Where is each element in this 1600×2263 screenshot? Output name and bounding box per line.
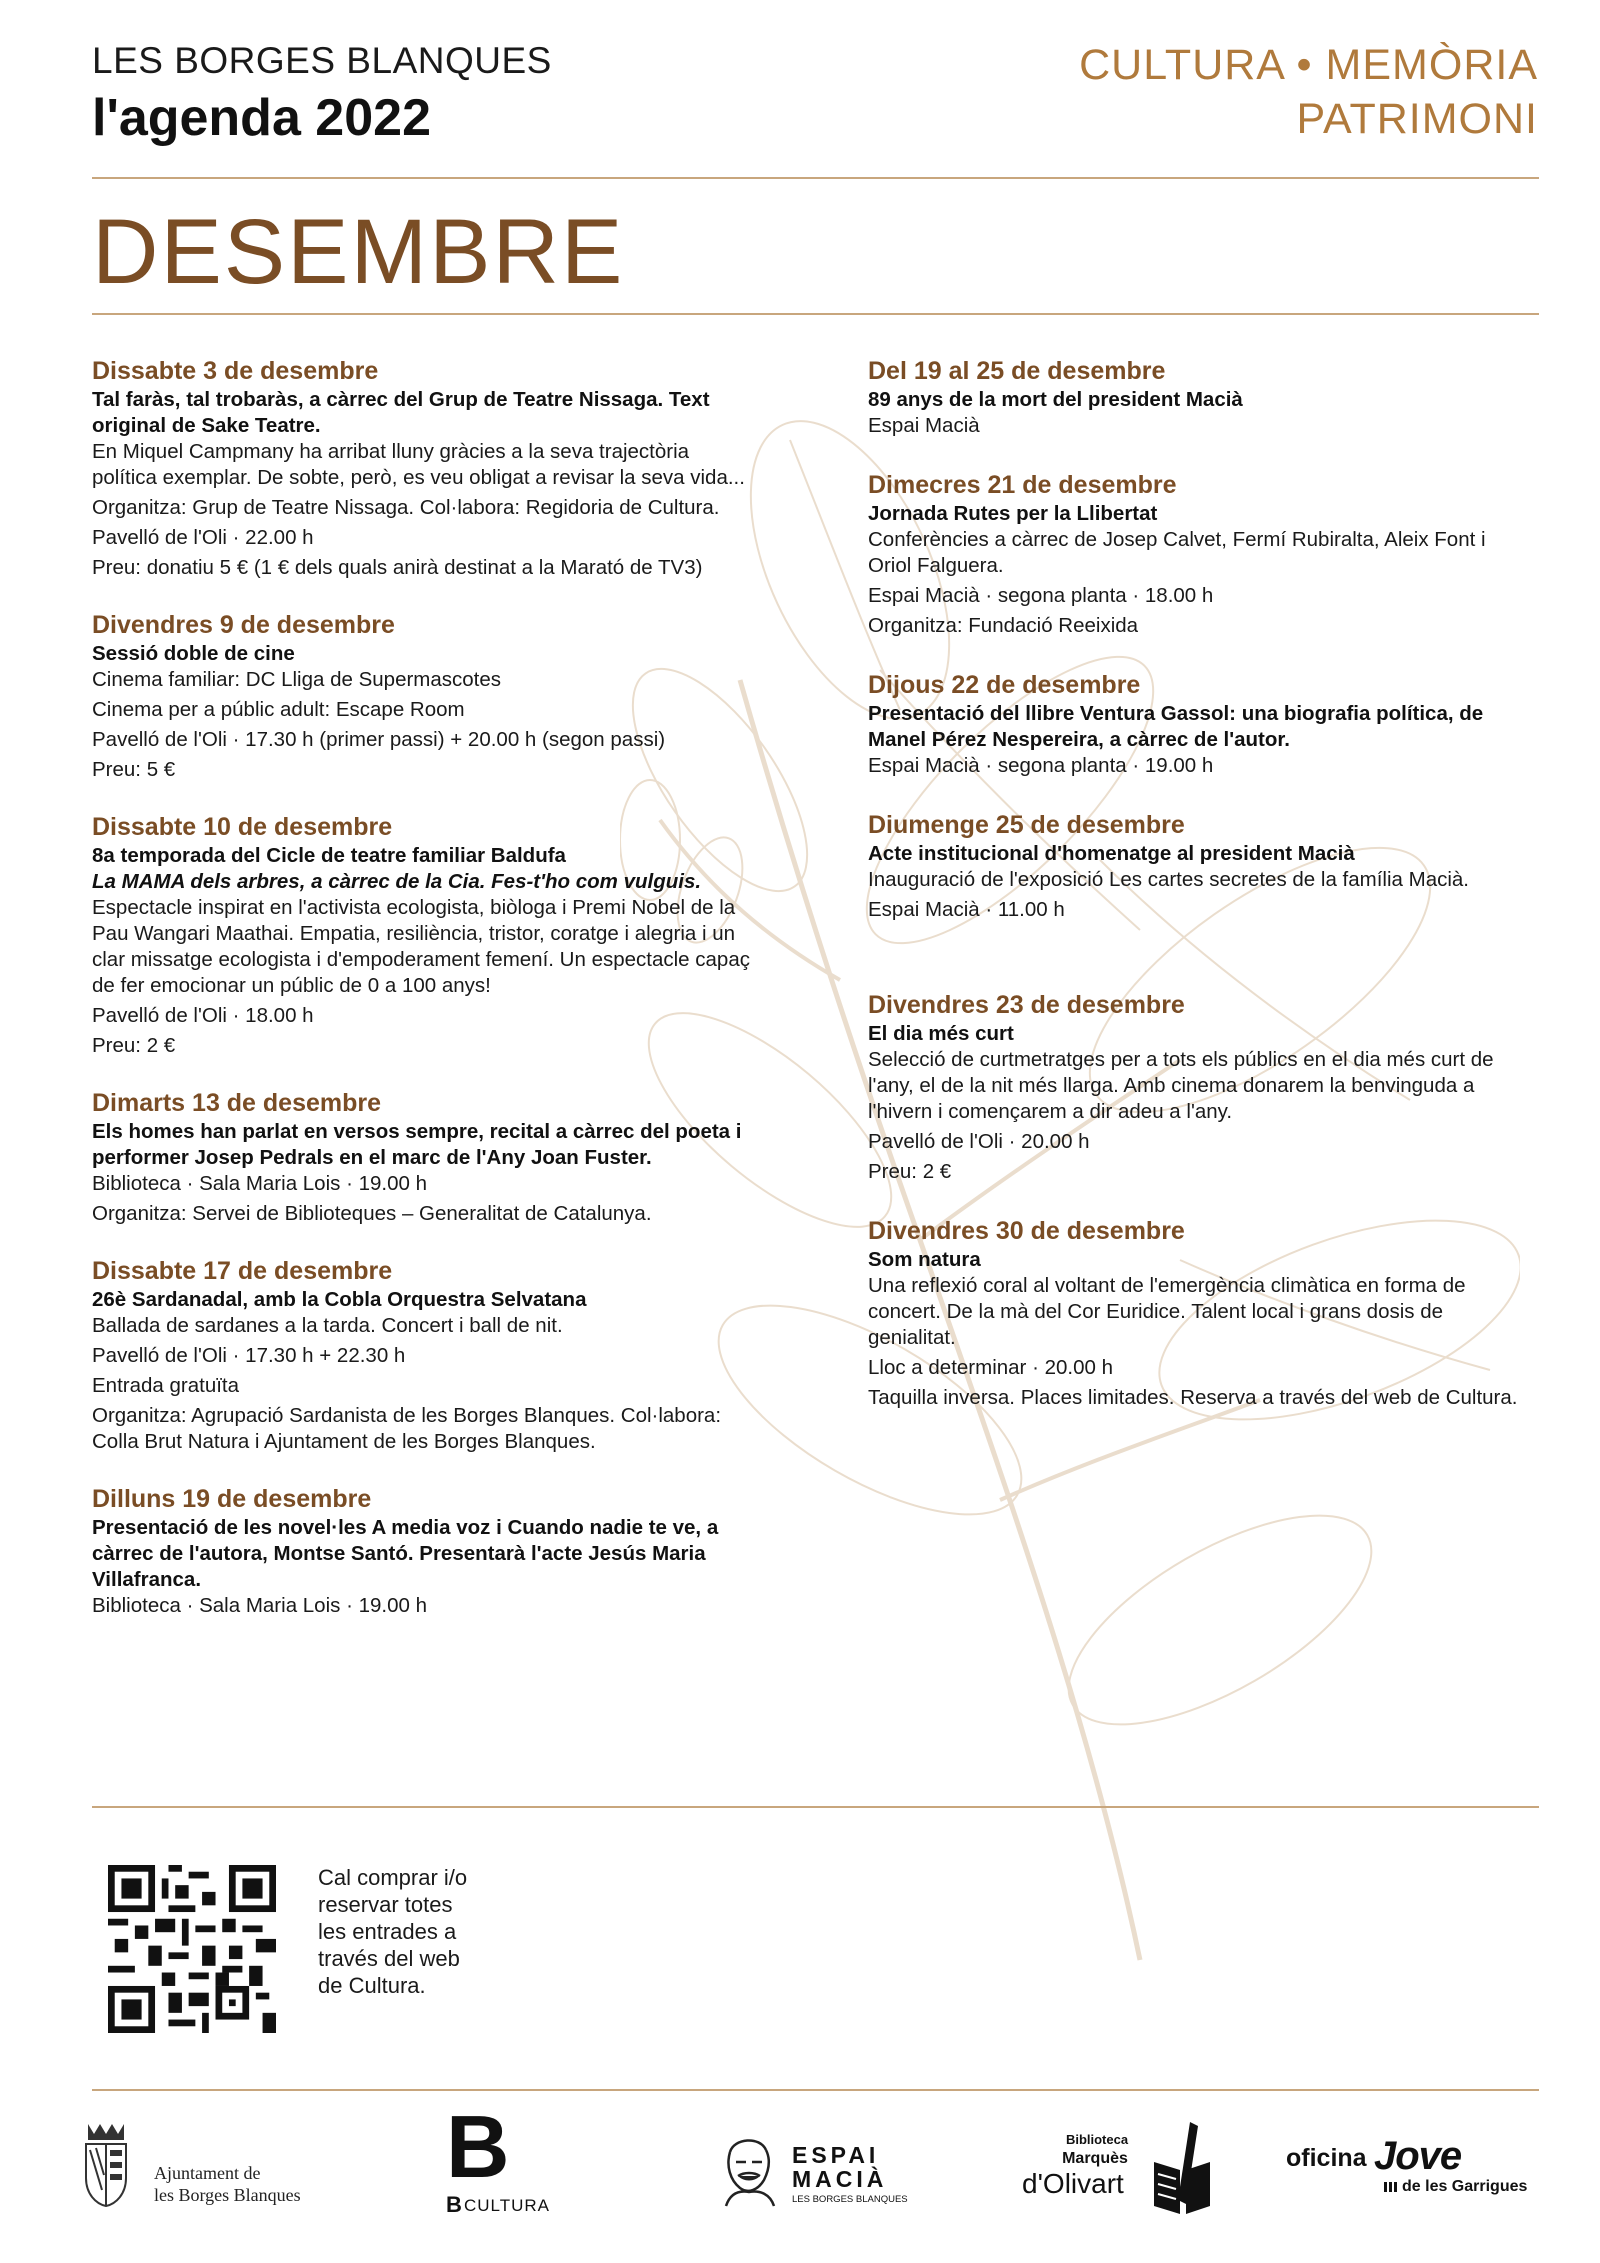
macia-word: MACIÀ xyxy=(792,2166,888,2192)
event-description: Una reflexió coral al voltant de l'emergència climàtica en forma de concert. De la mà del Cor Euridice. Talent local i grans dosis de genialitat. xyxy=(868,1274,1466,1349)
ajuntament-label-1: Ajuntament de xyxy=(154,2163,261,2183)
divider-footer xyxy=(92,2089,1539,2091)
event-date: Dissabte 3 de desembre xyxy=(92,357,379,385)
event-date: Del 19 al 25 de desembre xyxy=(868,357,1166,385)
coat-of-arms-icon xyxy=(82,2120,130,2208)
event-detail: Cinema familiar: DC Lliga de Supermascotes xyxy=(92,668,502,691)
event-organizer: Organitza: Agrupació Sardanista de les Borges Blanques. Col·labora: Colla Brut Natura i Ajuntament de les Borges Blanques. xyxy=(92,1404,722,1453)
event-dec-10 xyxy=(92,811,757,1059)
event-dec-19 xyxy=(92,1483,757,1619)
event-date: Divendres 9 de desembre xyxy=(92,611,395,639)
event-description: Conferències a càrrec de Josep Calvet, Fermí Rubiralta, Aleix Font i Oriol Falguera. xyxy=(868,528,1486,577)
books-icon xyxy=(1150,2122,1222,2222)
logo-ajuntament xyxy=(82,2120,322,2210)
event-title: 26è Sardanadal, amb la Cobla Orquestra Selvatana xyxy=(92,1288,587,1311)
espai-word: ESPAI xyxy=(792,2142,880,2168)
event-detail: Cinema per a públic adult: Escape Room xyxy=(92,698,465,721)
event-venue: Pavelló de l'Oli · 17.30 h + 22.30 h xyxy=(92,1344,406,1367)
month-title: DESEMBRE xyxy=(92,201,625,303)
event-dec-19-25 xyxy=(868,355,1528,439)
event-title: El dia més curt xyxy=(868,1022,1014,1045)
event-dec-13 xyxy=(92,1087,757,1227)
event-subtitle: La MAMA dels arbres, a càrrec de la Cia. Fes-t'ho com vulguis. xyxy=(92,870,702,893)
stripes-icon xyxy=(1384,2182,1398,2192)
olivart-label: d'Olivart xyxy=(1022,2168,1124,2199)
logo-biblioteca xyxy=(1022,2122,1222,2222)
event-date: Dimarts 13 de desembre xyxy=(92,1089,382,1117)
event-date: Dissabte 10 de desembre xyxy=(92,813,393,841)
bcultura-big-letter: B xyxy=(446,2097,510,2196)
events-column-left xyxy=(92,355,757,1619)
event-venue: Pavelló de l'Oli · 17.30 h (primer passi) + 20.00 h (segon passi) xyxy=(92,728,666,751)
event-organizer: Organitza: Fundació Reeixida xyxy=(868,614,1139,637)
event-note: Taquilla inversa. Places limitades. Reserva a través del web de Cultura. xyxy=(868,1386,1518,1409)
event-venue: Pavelló de l'Oli · 22.00 h xyxy=(92,526,314,549)
event-venue: Espai Macià xyxy=(868,414,980,437)
event-venue: Pavelló de l'Oli · 20.00 h xyxy=(868,1130,1090,1153)
divider-top xyxy=(92,177,1539,179)
event-description: Espectacle inspirat en l'activista ecologista, biòloga i Premi Nobel de la Pau Wangari Maathai. Empatia, resiliència, tristor, coratge i alegria i un clar missatge ecologista i d'empoderament femení. Un espectacle capaç de fer emocionar un públic de 0 a 100 anys! xyxy=(92,896,750,997)
divider-month xyxy=(92,313,1539,315)
header-city: LES BORGES BLANQUES xyxy=(92,40,552,81)
bcultura-small-letter: B xyxy=(446,2192,462,2217)
event-title: Presentació del llibre Ventura Gassol: una biografia política, de Manel Pérez Nespereira, a càrrec de l'autor. xyxy=(868,702,1484,751)
event-venue: Espai Macià · 11.00 h xyxy=(868,898,1065,921)
event-venue: Pavelló de l'Oli · 18.00 h xyxy=(92,1004,314,1027)
event-dec-21 xyxy=(868,469,1528,639)
biblioteca-label: Biblioteca xyxy=(1065,2132,1129,2147)
event-date: Divendres 30 de desembre xyxy=(868,1217,1185,1245)
event-dec-30 xyxy=(868,1215,1528,1411)
event-venue: Espai Macià · segona planta · 19.00 h xyxy=(868,754,1214,777)
event-description: Selecció de curtmetratges per a tots els públics en el dia més curt de l'any, el de la nit més llarga. Amb cinema donarem la benvinguda a l'hivern i començarem a dir adeu a l'any. xyxy=(868,1048,1494,1123)
event-title: Els homes han parlat en versos sempre, recital a càrrec del poeta i performer Josep Pedrals en el marc de l'Any Joan Fuster. xyxy=(92,1120,742,1169)
event-title: Tal faràs, tal trobaràs, a càrrec del Grup de Teatre Nissaga. Text original de Sake Teatre. xyxy=(92,388,710,437)
event-description: Ballada de sardanes a la tarda. Concert i ball de nit. xyxy=(92,1314,563,1337)
event-title: Presentació de les novel·les A media voz i Cuando nadie te ve, a càrrec de l'autora, Montse Santó. Presentarà l'acte Jesús Maria Villafranca. xyxy=(92,1516,719,1591)
tagline-line-2: PATRIMONI xyxy=(1296,95,1538,143)
event-title: 8a temporada del Cicle de teatre familiar Baldufa xyxy=(92,844,566,867)
event-price: Preu: 2 € xyxy=(92,1034,176,1057)
event-venue: Espai Macià · segona planta · 18.00 h xyxy=(868,584,1214,607)
event-description: En Miquel Campmany ha arribat lluny gràcies a la seva trajectòria política exemplar. De sobte, però, es veu obligat a revisar la seva vida... xyxy=(92,440,745,489)
header-agenda-title: l'agenda 2022 xyxy=(92,89,431,147)
event-venue: Lloc a determinar · 20.00 h xyxy=(868,1356,1113,1379)
event-date: Divendres 23 de desembre xyxy=(868,991,1185,1019)
event-date: Dilluns 19 de desembre xyxy=(92,1485,372,1513)
event-description: Inauguració de l'exposició Les cartes secretes de la família Macià. xyxy=(868,868,1469,891)
jove-word: Jove xyxy=(1374,2134,1462,2178)
event-organizer: Organitza: Servei de Biblioteques – Generalitat de Catalunya. xyxy=(92,1202,652,1225)
logo-bcultura xyxy=(446,2097,576,2220)
event-organizer: Organitza: Grup de Teatre Nissaga. Col·labora: Regidoria de Cultura. xyxy=(92,496,720,519)
event-title: Sessió doble de cine xyxy=(92,642,295,665)
event-date: Dijous 22 de desembre xyxy=(868,671,1141,699)
event-dec-17 xyxy=(92,1255,757,1455)
events-column-right xyxy=(868,355,1528,1411)
logo-oficina-jove xyxy=(1286,2134,1546,2210)
event-price: Preu: 5 € xyxy=(92,758,176,781)
event-dec-22 xyxy=(868,669,1528,779)
event-date: Dimecres 21 de desembre xyxy=(868,471,1177,499)
event-dec-9 xyxy=(92,609,757,783)
event-title: Som natura xyxy=(868,1248,981,1271)
event-title: 89 anys de la mort del president Macià xyxy=(868,388,1243,411)
event-price: Preu: 2 € xyxy=(868,1160,952,1183)
divider-bottom xyxy=(92,1806,1539,1808)
garrigues-word: de les Garrigues xyxy=(1402,2178,1528,2195)
event-price: Entrada gratuïta xyxy=(92,1374,240,1397)
tagline-line-1: CULTURA • MEMÒRIA xyxy=(1079,41,1538,89)
logo-espai-macia xyxy=(716,2132,916,2222)
event-venue: Biblioteca · Sala Maria Lois · 19.00 h xyxy=(92,1172,428,1195)
event-venue: Biblioteca · Sala Maria Lois · 19.00 h xyxy=(92,1594,428,1617)
event-dec-3 xyxy=(92,355,757,581)
event-title: Acte institucional d'homenatge al president Macià xyxy=(868,842,1355,865)
event-price: Preu: donatiu 5 € (1 € dels quals anirà destinat a la Marató de TV3) xyxy=(92,556,703,579)
event-date: Diumenge 25 de desembre xyxy=(868,811,1185,839)
event-dec-23 xyxy=(868,989,1528,1185)
macia-portrait-icon xyxy=(716,2132,782,2208)
header-tagline xyxy=(1079,38,1538,146)
event-title: Jornada Rutes per la Llibertat xyxy=(868,502,1158,525)
qr-code-icon[interactable] xyxy=(108,1865,276,2033)
qr-instructions: Cal comprar i/o reservar totes les entrades a través del web de Cultura. xyxy=(318,1865,468,1998)
event-date: Dissabte 17 de desembre xyxy=(92,1257,393,1285)
ajuntament-label-2: les Borges Blanques xyxy=(154,2185,301,2205)
bcultura-word: CULTURA xyxy=(464,2196,551,2215)
event-dec-25 xyxy=(868,809,1528,923)
marques-label: Marquès xyxy=(1062,2150,1128,2167)
espai-subtitle: LES BORGES BLANQUES xyxy=(792,2194,908,2205)
oficina-word: oficina xyxy=(1286,2144,1367,2172)
